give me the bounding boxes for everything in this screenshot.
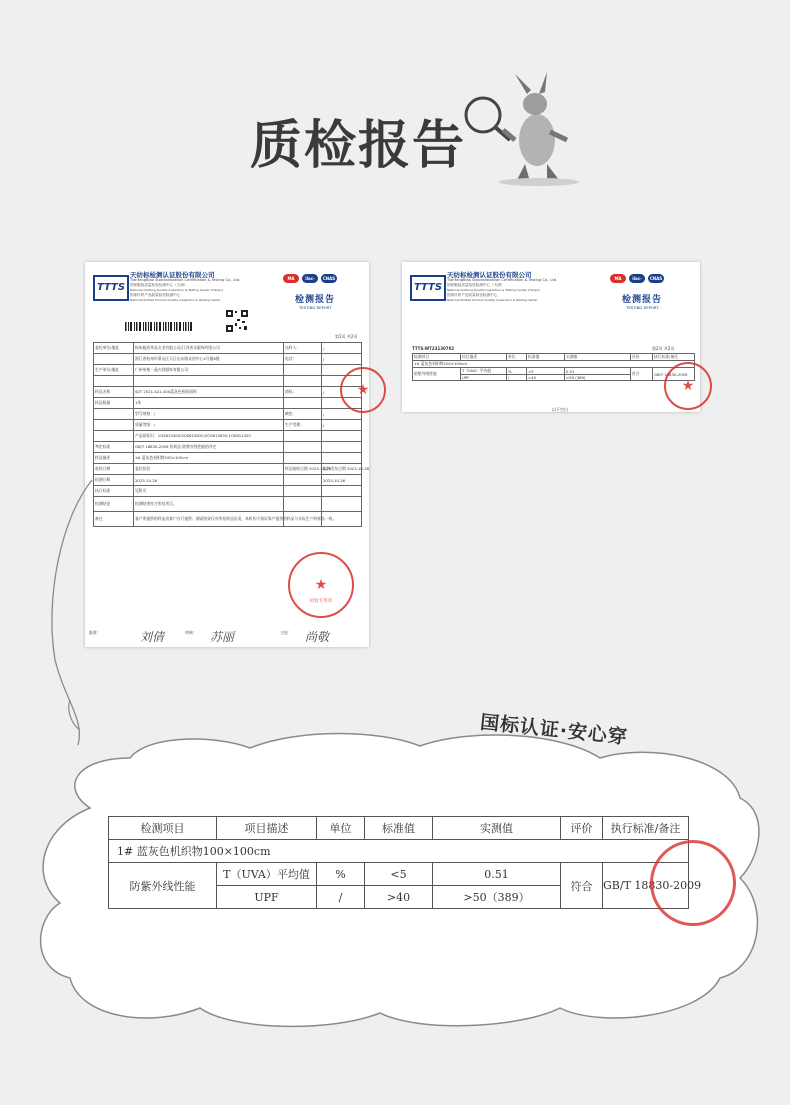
big-standard: GB/T 18830-2009 [603, 863, 689, 909]
big-header-cell: 项目描述 [217, 817, 317, 840]
p2-header-cell: 执行标准/备注 [653, 354, 695, 361]
big-header-cell: 单位 [317, 817, 365, 840]
p1-cell: 质量等级：/ [134, 420, 284, 431]
p1-cell: 判定标准 [94, 442, 134, 453]
big-header-cell: 评价 [561, 817, 603, 840]
p1-cell: 客户所提供的样品由客户自行提供；测试结果仅对所检样品负责，本机构不保证客户提供的样品与实际生产的样品一致。 [134, 512, 284, 527]
badge-ilac-2: ilac-MRA [629, 274, 645, 283]
center1-en-2: National Clothing Quality Inspection & Testing Center (Tianjin) [447, 288, 541, 292]
p1-cell: 检测结论 [94, 497, 134, 512]
big-cell: >50（389） [433, 886, 561, 909]
p1-cell: 电话： [284, 354, 322, 365]
p1-cell: 1块 [134, 398, 284, 409]
blank-below-note: 以下空白 [552, 407, 568, 412]
p1-cell: 杭州超成华品支业有限公司/江苏省永服饰有限公司 [134, 343, 284, 354]
org-name: 天纺标检测认证股份有限公司 [130, 271, 215, 279]
p2-cell: <5 [527, 368, 565, 375]
seal-text: 检验专用章 [309, 598, 333, 604]
p1-cell: / [322, 354, 362, 365]
big-cell: T（UVA）平均值 [217, 863, 317, 886]
sig-label-2: 审核： [185, 630, 197, 635]
center1-2: 国家服装质量检验检测中心（天津） [447, 283, 505, 287]
seal-star-icon: ★ [356, 382, 370, 398]
p1-cell: / [322, 409, 362, 420]
badge-cnas: CNAS [322, 276, 336, 281]
p2-header-cell: 项目描述 [461, 354, 507, 361]
center1: 国家服装质量检验检测中心（天津） [130, 283, 188, 287]
sig-label-1: 批准： [89, 630, 101, 635]
sig-label-3: 主检： [280, 630, 292, 635]
report-number: TTTS-WT23130702 [412, 346, 455, 351]
p2-header-cell: 实测值 [565, 354, 631, 361]
p2-header-cell: 标准值 [527, 354, 565, 361]
big-header-cell: 实测值 [433, 817, 561, 840]
org-name-en-2: TianFangBiao Standardization Certification & Testing Co., Ltd. [447, 278, 558, 282]
seal-star-icon-2: ★ [314, 577, 328, 593]
center2-2: 国家针织产品质量检验检测中心 [447, 293, 498, 297]
p2-cell: >50 (389) [565, 375, 631, 381]
p1-cell: GB/T 18830-2009 纺织品 防紫外线性能的评定 [134, 442, 284, 453]
org-name-en: TianFangBiao Standardization Certification & Testing Co., Ltd. [130, 278, 241, 282]
p2-sample-row: 1# 蓝灰色机织物100×100cm [413, 361, 695, 368]
seal-star-icon-3: ★ [681, 378, 695, 394]
p1-cell: 1# 蓝灰色机织物100×100cm [134, 453, 284, 464]
signature-reviewer: 苏丽 [210, 630, 235, 644]
p1-cell: 备注 [94, 512, 134, 527]
page-title: 质检报告 [250, 116, 467, 176]
p1-cell: 报告发布日期 2023-10-28 [322, 464, 362, 475]
p2-standard: GB/T 18830-2009 [653, 368, 695, 381]
p1-cell: 2023-10-26 [134, 475, 284, 486]
big-results-table [108, 816, 702, 909]
p1-cell: 委托单位/地址 [94, 343, 134, 354]
ttts-logo-2: TTTS [410, 275, 446, 301]
p1-cell: 样品数量 [94, 398, 134, 409]
p2-cell: >40 [527, 375, 565, 381]
page-number-2: 第2页 共2页 [652, 346, 675, 351]
p1-cell: 执行标准 [94, 486, 134, 497]
big-item: 防紫外线性能 [109, 863, 217, 909]
report-title-en-2: TESTING REPORT [626, 305, 659, 310]
p1-cell: SJ/T 2021-422-400蓝灰色机织面料 [134, 387, 284, 398]
p1-cell: / [322, 420, 362, 431]
big-header-cell: 检测项目 [109, 817, 217, 840]
center1-en: National Clothing Quality Inspection & Testing Center (Tianjin) [130, 288, 224, 292]
center2-en: National Knitted Product Quality Inspection & Testing Center [130, 298, 221, 302]
p1-cell: 收样日期 [94, 464, 134, 475]
p1-cell: 生产受理： [284, 420, 322, 431]
badge-ma: MA [283, 274, 299, 283]
badge-ilac: ilac-MRA [302, 274, 318, 283]
ttts-logo: TTTS [93, 275, 129, 301]
p2-evaluation: 符合 [631, 368, 653, 381]
p2-cell: / [507, 375, 527, 381]
p1-cell: 产品原标识：1OS613400;SOS615820;SOS615630;1OS611420 [134, 431, 284, 442]
p1-cell: 型号规格：/ [134, 409, 284, 420]
p2-cell: UPF [461, 375, 507, 381]
org-name-2: 天纺标检测认证股份有限公司 [447, 271, 532, 279]
p1-cell: 广州州集一晶衣装服饰有限公司 [134, 365, 284, 376]
p2-cell: % [507, 368, 527, 375]
big-cell: / [317, 886, 365, 909]
p1-cell: / [322, 343, 362, 354]
page-number-1: 第1页 共2页 [335, 334, 358, 339]
zoomed-results-table [108, 816, 702, 912]
signature-approver: 刘倩 [140, 630, 165, 644]
big-evaluation: 符合 [561, 863, 603, 909]
center2: 国家针织产品质量检验检测中心 [130, 293, 181, 297]
p1-cell: 样品接收日期 2023-10-26 [284, 464, 322, 475]
p1-cell: 生产单位/地址 [94, 365, 134, 376]
p2-cell: 0.51 [565, 368, 631, 375]
center2-en-2: National Knitted Product Quality Inspection & Testing Center [447, 298, 538, 302]
badge-cnas-2: CNAS [649, 276, 663, 281]
p2-cell: T（UVA）平均值 [461, 368, 507, 375]
p1-cell: 浙江省杭州市萧山区天目山东路众创中心4号楼6楼 [134, 354, 284, 365]
p1-cell: 检测日期 [94, 475, 134, 486]
p1-cell: 颜色： [284, 409, 322, 420]
p1-cell: 商标： [284, 387, 322, 398]
p1-cell: 见附页 [134, 486, 284, 497]
signature-inspector: 尚敬 [305, 630, 330, 644]
p2-header-cell: 评价 [631, 354, 653, 361]
p2-header-cell: 检测项目 [413, 354, 461, 361]
badge-ma-2: MA [610, 274, 626, 283]
p1-cell: 检测结果符合所检项目。 [134, 497, 284, 512]
big-cell: <5 [365, 863, 433, 886]
p2-header-cell: 单位 [507, 354, 527, 361]
big-inspection-seal [650, 840, 736, 926]
big-header-cell: 标准值 [365, 817, 433, 840]
big-cell: UPF [217, 886, 317, 909]
report-title-2: 检测报告 [622, 295, 663, 305]
p1-cell: 样品描述 [94, 453, 134, 464]
big-cell: 0.51 [433, 863, 561, 886]
big-header-cell: 执行标准/备注 [603, 817, 689, 840]
big-cell: >40 [365, 886, 433, 909]
p1-cell: 2023-10-26 [322, 475, 362, 486]
report-title: 检测报告 [295, 295, 336, 305]
p1-cell: 送样人： [284, 343, 322, 354]
p1-cell: / [322, 387, 362, 398]
p1-cell: 委托检验 [134, 464, 284, 475]
p1-cell: 样品名称 [94, 387, 134, 398]
big-cell: % [317, 863, 365, 886]
p2-item: 防紫外线性能 [413, 368, 461, 381]
slogan: 国标认证·安心穿 [479, 711, 629, 749]
report-title-en: TESTING REPORT [299, 305, 332, 310]
big-sample-row: 1# 蓝灰色机织物100×100cm [109, 840, 689, 863]
